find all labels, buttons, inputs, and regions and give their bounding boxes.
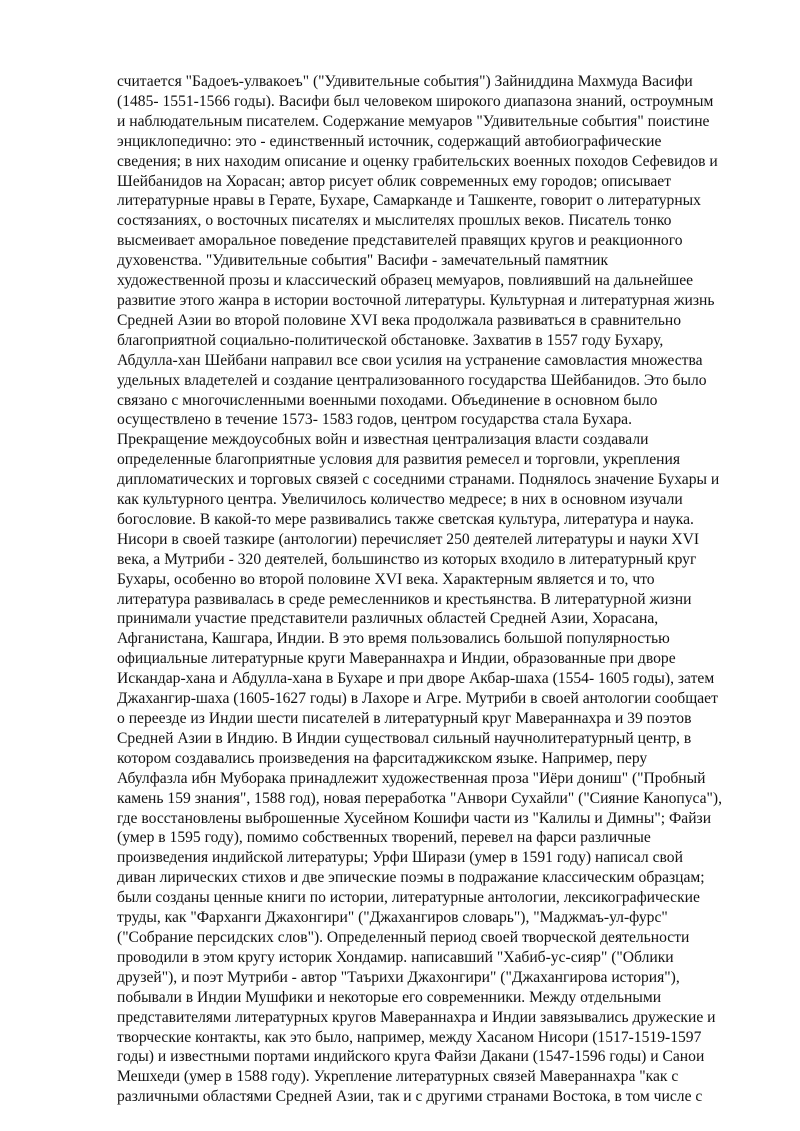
text-line: где восстановлены выброшенные Хусейном Кошифи части из "Калилы и Димны"; Файзи — [117, 809, 712, 827]
text-line: Афганистана, Кашгара, Индии. В это время пользовались большой популярностью — [117, 630, 670, 648]
text-line: Прекращение междоусобных войн и известная централизация власти создавали — [117, 431, 649, 449]
text-line: годы) и известными портами индийского круга Файзи Дакани (1547-1596 годы) и Санои — [117, 1048, 705, 1066]
text-line: различными областями Средней Азии, так и с другими странами Востока, в том числе с — [117, 1088, 703, 1106]
text-line: (1485- 1551-1566 годы). Васифи был человеком широкого диапазона знаний, остроумным — [117, 92, 714, 110]
text-line: труды, как "Фарханги Джахонгири" ("Джахангиров словарь"), "Маджмаъ-ул-фурс" — [117, 909, 668, 927]
text-line: Средней Азии в Индию. В Индии существовал сильный научнолитературный центр, в — [117, 729, 692, 747]
text-line: представителями литературных кругов Мавераннахра и Индии завязывались дружеские и — [117, 1008, 716, 1026]
text-line: Абулфазла ибн Муборака принадлежит художественная проза "Иёри дониш" ("Пробный — [117, 769, 706, 787]
text-line: высмеивает аморальное поведение представителей правящих кругов и реакционного — [117, 232, 683, 250]
text-line: определенные благоприятные условия для развития ремесел и торговли, укрепления — [117, 451, 680, 469]
text-line: как культурного центра. Увеличилось количество медресе; в них в основном изучали — [117, 491, 683, 509]
text-line: Мешхеди (умер в 1588 году). Укрепление литературных связей Мавераннахра "как с — [117, 1068, 679, 1086]
text-line: и наблюдательным писателем. Содержание мемуаров "Удивительные события" поистине — [117, 112, 710, 130]
text-line: Средней Азии во второй половине XVI века продолжала развиваться в сравнительно — [117, 311, 682, 329]
text-line: официальные литературные круги Мавераннахра и Индии, образованные при дворе — [117, 650, 676, 668]
text-line: связано с многочисленными военными походами. Объединение в основном было — [117, 391, 658, 409]
text-line: состязаниях, о восточных писателях и мыслителях прошлых веков. Писатель тонко — [117, 212, 672, 230]
text-line: благоприятной социально-политической обстановке. Захватив в 1557 году Бухару, — [117, 331, 664, 349]
text-line: богословие. В какой-то мере развивались также светская культура, литература и наука. — [117, 510, 694, 528]
text-line: котором создавались произведения на фарситаджикском языке. Например, перу — [117, 749, 648, 767]
text-line: осуществлено в течение 1573- 1583 годов, центром государства стала Бухара. — [117, 411, 632, 429]
text-line: дипломатических и торговых связей с соседними странами. Поднялось значение Бухары и — [117, 471, 720, 489]
text-line: литературные нравы в Герате, Бухаре, Самарканде и Ташкенте, говорит о литературных — [117, 192, 701, 210]
text-line: Нисори в своей тазкире (антологии) перечисляет 250 деятелей литературы и науки XVI — [117, 530, 700, 548]
text-line: творческие контакты, как это было, например, между Хасаном Нисори (1517-1519-1597 — [117, 1028, 702, 1046]
text-line: камень 159 знания", 1588 год), новая переработка "Анвори Сухайли" ("Сияние Канопуса"), — [117, 789, 723, 807]
text-line: о переезде из Индии шести писателей в литературный круг Мавераннахра и 39 поэтов — [117, 710, 692, 727]
body-text — [117, 72, 745, 1107]
text-line: Абдулла-хан Шейбани направил все свои усилия на устранение самовластия множества — [117, 351, 703, 369]
text-line: Бухары, особенно во второй половине XVI века. Характерным является и то, что — [117, 570, 655, 588]
text-line: друзей"), и поэт Мутриби - автор "Таърихи Джахонгири" ("Джахангирова история"), — [117, 968, 680, 986]
text-line: Шейбанидов на Хорасан; автор рисует облик современных ему городов; описывает — [117, 172, 672, 190]
text-line: Искандар-хана и Абдулла-хана в Бухаре и при дворе Акбар-шаха (1554- 1605 годы), затем — [117, 670, 715, 688]
text-line: века, а Мутриби - 320 деятелей, большинство из которых входило в литературный круг — [117, 550, 697, 568]
text-line: были созданы ценные книги по истории, литературные антологии, лексикографические — [117, 889, 700, 907]
text-line: (умер в 1595 году), помимо собственных творений, перевел на фарси различные — [117, 829, 651, 847]
text-line: проводили в этом кругу историк Хондамир. написавший "Хабиб-ус-сияр" ("Облики — [117, 948, 674, 966]
text-line: считается "Бадоеъ-улвакоеъ" ("Удивительные события") Зайниддина Махмуда Васифи — [117, 73, 693, 90]
text-line: ("Собрание персидских слов"). Определенный период своей творческой деятельности — [117, 928, 690, 946]
text-line: духовенства. "Удивительные события" Васифи - замечательный памятник — [117, 252, 609, 270]
text-line: сведения; в них находим описание и оценку грабительских военных походов Сефевидов и — [117, 152, 718, 170]
text-line: литература развивалась в среде ремесленников и крестьянства. В литературной жизни — [117, 590, 692, 608]
text-line: художественной прозы и классический образец мемуаров, повлиявший на дальнейшее — [117, 272, 694, 290]
text-line: Джахангир-шаха (1605-1627 годы) в Лахоре и Агре. Мутриби в своей антологии сообщает — [117, 690, 718, 708]
text-line: развитие этого жанра в истории восточной литературы. Культурная и литературная жизнь — [117, 291, 715, 309]
text-line: принимали участие представители различных областей Средней Азии, Хорасана, — [117, 610, 659, 628]
text-line: энциклопедично: это - единственный источник, содержащий автобиографические — [117, 132, 662, 150]
text-line: удельных владетелей и создание централизованного государства Шейбанидов. Это было — [117, 371, 707, 389]
text-line: диван лирических стихов и две эпические поэмы в подражание классическим образцам; — [117, 869, 705, 887]
text-line: произведения индийской литературы; Урфи Ширази (умер в 1591 году) написал свой — [117, 849, 683, 867]
text-line: побывали в Индии Мушфики и некоторые его современники. Между отдельными — [117, 988, 662, 1006]
